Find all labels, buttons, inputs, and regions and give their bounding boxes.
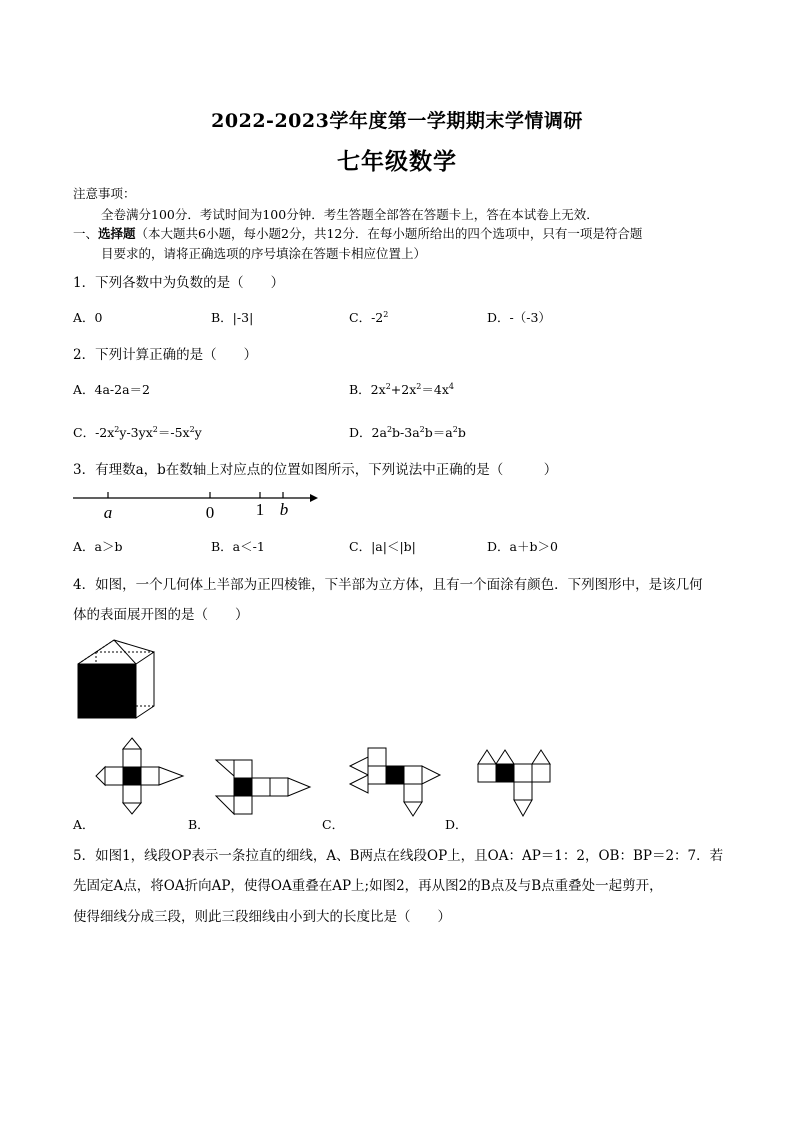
q2-stem: 2．下列计算正确的是（ ） — [73, 347, 258, 363]
section-instructions: （本大题共6小题，每小题2分，共12分．在每小题所给出的四个选项中，只有一项是符合题 — [135, 226, 643, 241]
net-option-b — [216, 756, 316, 816]
q3-option-b: B．a＜-1 — [211, 539, 265, 554]
q4-option-b: B． — [188, 817, 210, 832]
q1-option-a: A．0 — [73, 310, 103, 325]
exam-subtitle: 七年级数学 — [337, 148, 457, 175]
q1-option-d: D．-（-3） — [487, 310, 551, 325]
exam-title: 2022-2023学年度第一学期期末学情调研 — [211, 110, 583, 132]
label-one: 1 — [255, 500, 265, 519]
q4-option-c: C． — [322, 817, 345, 832]
q2-option-d: D．$2a^2b-3a^2b=a^2b$ — [349, 424, 466, 440]
notice-text: 全卷满分100分．考试时间为100分钟．考生答题全部答在答题卡上，答在本试卷上无效． — [101, 207, 599, 222]
q3-option-c: C．|a|＜|b| — [349, 539, 416, 554]
q3-option-a: A．a＞b — [73, 539, 123, 554]
label-zero: 0 — [205, 503, 215, 522]
q4-stem-line1: 4．如图，一个几何体上半部为正四棱锥，下半部为立方体，且有一个面涂有颜色．下列图形中，是该几何 — [73, 577, 703, 593]
q2-option-c: C．$-2x^2y-3yx^2=-5x^2y$ — [73, 424, 202, 440]
cube-colored-face — [78, 664, 136, 718]
q5-line1: 5．如图1，线段OP表示一条拉直的细线，A、B两点在线段OP上，且OA：AP＝1：2，OB：BP＝2：7．若 — [73, 848, 724, 864]
number-line-arrow — [310, 494, 318, 502]
q5-line2: 先固定A点，将OA折向AP，使得OA重叠在AP上;如图2，再从图2的B点及与B点重叠处一起剪开， — [73, 878, 663, 894]
q5-line3: 使得细线分成三段，则此三段细线由小到大的长度比是（ ） — [73, 909, 451, 925]
net-option-d — [478, 746, 568, 822]
q4-option-a: A． — [73, 817, 95, 832]
net-option-a — [96, 738, 188, 822]
pyramid-cube-figure — [74, 636, 164, 726]
label-a: a — [103, 503, 113, 522]
q2-option-a: A．4a-2a＝2 — [73, 382, 151, 397]
notice-heading: 注意事项： — [73, 186, 136, 201]
q4-stem-line2: 体的表面展开图的是（ ） — [73, 607, 249, 623]
label-b: b — [279, 500, 289, 519]
section-number: 一、 — [73, 226, 99, 241]
q1-option-b: B．|-3| — [211, 310, 254, 325]
section-instructions-line2: 目要求的，请将正确选项的序号填涂在答题卡相应位置上） — [101, 246, 427, 261]
section-title: 选择题 — [98, 226, 136, 241]
q4-option-d: D． — [445, 817, 468, 832]
q1-stem: 1．下列各数中为负数的是（ ） — [73, 275, 285, 291]
q3-option-d: D．a＋b＞0 — [487, 539, 558, 554]
q1-option-c: C．$-2^2$ — [349, 309, 389, 325]
q2-option-b: B．$2x^2+2x^2=4x^4$ — [349, 381, 454, 397]
section-heading — [73, 224, 642, 242]
net-option-c — [350, 748, 450, 822]
q3-stem: 3．有理数a，b在数轴上对应点的位置如图所示，下列说法中正确的是（ ） — [73, 462, 558, 478]
number-line — [70, 488, 330, 528]
